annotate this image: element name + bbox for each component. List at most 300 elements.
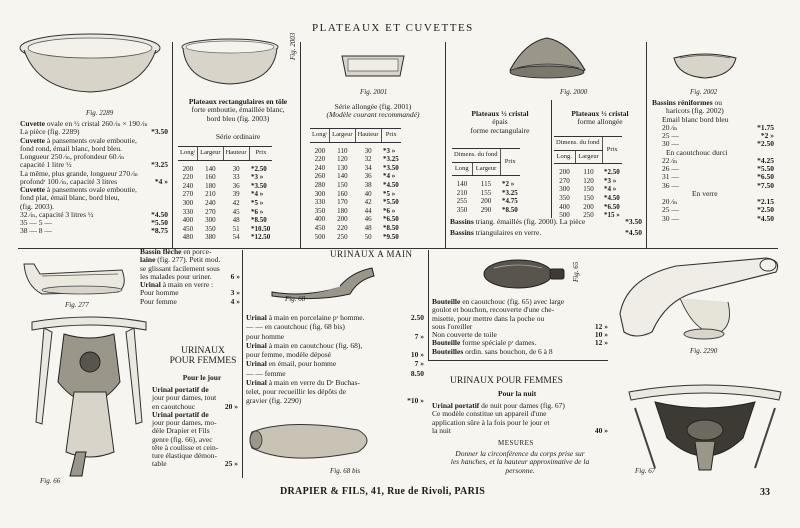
urinal-nuit-line (432, 427, 608, 435)
line-text: misette, pour mettre dans la poche ou (432, 313, 545, 323)
table-cell: 180 (337, 206, 348, 215)
bold-term: Cuvette (20, 185, 45, 194)
heading-line: Série allongée (fig. 2001) (334, 102, 412, 111)
table-cell: 220 (314, 155, 326, 164)
line-text: à main en verre du Dʳ Buchas- (266, 377, 360, 387)
table-row (178, 199, 272, 208)
table-header-cell: Hauteur (223, 147, 249, 161)
table-row (554, 185, 622, 194)
table-cell: 400 (559, 202, 570, 211)
table-row (178, 182, 272, 191)
bold-term: Urinal (246, 377, 267, 387)
urinal-main-line (246, 323, 424, 331)
table-cell: 160 (205, 173, 216, 182)
plateaux-rect-table (178, 146, 272, 242)
table-row (178, 173, 272, 182)
heading-line: forme allongée (577, 117, 623, 127)
table-cell: 220 (182, 173, 194, 182)
table-cell: 180 (205, 181, 216, 190)
table-row (310, 142, 401, 155)
table-cell: 120 (337, 155, 348, 164)
urinaux-jour-description (152, 386, 238, 469)
price-value: *3.25 (151, 160, 168, 170)
price-value: *1.75 (757, 122, 774, 132)
table-cell: *3.25 (502, 188, 518, 197)
heading-line: Plateaux ½ cristal (571, 109, 629, 118)
bassin-fleche-illustration (22, 256, 132, 300)
size-label: 36 — (662, 180, 679, 190)
table-cell: 450 (314, 223, 326, 232)
table-cell: *5 » (383, 189, 396, 198)
line-text: Longueur 250 ⁄ₘ, profondeur 60 ⁄ₘ (20, 152, 125, 161)
table-row (452, 197, 520, 206)
column-divider (646, 42, 647, 248)
urinal-jour-line (152, 460, 238, 468)
bouteille-caoutchouc-illustration (480, 256, 570, 292)
table-cell: *8.50 (383, 223, 399, 232)
line-text: La même, plus grande, longueur 270 ⁄ₘ (20, 168, 138, 178)
table-row (178, 233, 272, 242)
table-cell: 30 (364, 146, 372, 155)
line-text: — — en caoutchouc (fig. 68 bis) (246, 322, 345, 332)
table-row (178, 160, 272, 173)
price-value: *2.50 (757, 139, 774, 149)
urinal-main-line (246, 360, 424, 368)
line-text: 32 ⁄ₘ, capacité 3 litres ½ (20, 209, 94, 219)
table-cell: 240 (314, 163, 326, 172)
table-cell: 200 (337, 215, 348, 224)
mesures-line: Donner la circonférence du corps prise sur (455, 449, 585, 458)
line-text: la nuit (432, 425, 451, 435)
size-label: 31 — (662, 172, 679, 182)
allongee-table (310, 128, 401, 241)
line-text: — — femme (246, 368, 286, 378)
urinal-verre-row (140, 298, 240, 306)
pour-femmes-title-line: POUR FEMMES (169, 356, 237, 367)
price-value: *2.50 (757, 205, 774, 215)
price-value: *4.25 (757, 155, 774, 165)
table-cell: 350 (559, 193, 570, 202)
size-label: 20 ⁄ₘ (662, 197, 678, 206)
bassin-reniforme-illustration (670, 48, 740, 82)
table-cell: 140 (205, 164, 216, 173)
line-text: genre (fig. 66), avec (152, 434, 213, 444)
table-cell: 140 (337, 172, 348, 181)
mesures-line: les hanches, et la hauteur approximative de la (450, 457, 590, 467)
serie-ordinaire-label: Série ordinaire (215, 132, 261, 141)
mesures-line: personne. (505, 465, 535, 475)
table-header-cell: Largeur (575, 150, 602, 164)
table-cell: *9.50 (383, 232, 399, 241)
fig-2002-caption: Fig. 2002 (690, 88, 718, 96)
fig-2289-caption: Fig. 2289 (86, 109, 114, 117)
table-cell: 50 (364, 232, 372, 241)
price-value: 20 » (224, 401, 238, 411)
page-title: PLATEAUX ET CUVETTES (312, 22, 474, 34)
line-text: tête à coulisse et cein- (152, 442, 219, 452)
table-cell: 255 (456, 197, 468, 206)
size-label: 22 ⁄ₘ (662, 155, 678, 165)
table-cell: *3.50 (383, 163, 399, 172)
heading-line: forte emboutie, émaillée blanc, (191, 105, 285, 115)
heading-line: (Modèle courant recommandé) (326, 110, 420, 120)
table-cell: 155 (480, 188, 492, 197)
table-row (178, 216, 272, 225)
column-divider (172, 42, 173, 248)
pour-le-jour-label: Pour le jour (182, 373, 222, 382)
line-text: capacité 1 litre ½ (20, 160, 72, 170)
table-cell: *6.50 (604, 202, 620, 211)
price-value: 12 » (594, 338, 608, 348)
urinal-main-line (246, 314, 424, 322)
heading-line: forme rectangulaire (470, 125, 530, 135)
table-cell: 51 (232, 224, 240, 233)
bassins-reniformes-list (652, 99, 782, 223)
table-cell: 36 (364, 172, 372, 181)
table-cell: 42 (364, 198, 372, 207)
plateaux-rect-heading (178, 98, 298, 123)
urinal-main-line (246, 351, 424, 359)
fig-65-caption: Fig. 65 (572, 261, 580, 282)
table-cell: 38 (364, 180, 372, 189)
heading-line: haricots (fig. 2002) (666, 106, 724, 116)
line-text: fond plat, émail blanc, bord bleu, (20, 193, 120, 203)
fig-67-caption: Fig. 67 (635, 467, 656, 475)
line-text: ovale en ½ cristal 260 ⁄ₘ × 190 ⁄ₘ (45, 119, 148, 128)
table-cell: *4.50 (383, 180, 399, 189)
table-cell: 270 (182, 190, 194, 199)
price-value: *8.75 (151, 226, 168, 236)
line-text: application sûre à la fois pour le jour et (432, 417, 550, 427)
table-cell: 450 (182, 224, 194, 233)
table-cell: *4 » (383, 172, 396, 181)
bold-term: Urinal portatif (432, 401, 480, 410)
line-text: ordin. sans bouchon, de 6 à 8 (463, 346, 553, 356)
table-cell: *4 » (604, 185, 617, 194)
table-cell: 250 (583, 211, 594, 220)
subheading: En caoutchouc durci (666, 147, 728, 157)
page-number: 33 (760, 487, 770, 498)
price-value: 25 » (224, 459, 238, 469)
price-value: *5.50 (151, 218, 168, 227)
table-row (310, 155, 401, 164)
line-text: triangulaires en verre. (473, 228, 542, 238)
table-cell: 210 (205, 190, 216, 199)
table-cell: *10.50 (251, 224, 271, 233)
table-cell: *6 » (383, 206, 396, 215)
bold-term: Bassins réniformes (652, 98, 713, 107)
line-text: triang. émaillés (fig. 2000). La pièce (473, 217, 586, 226)
price-value: *3.50 (625, 217, 642, 226)
cristal-allonge-table (554, 136, 622, 220)
table-group-header: Dimens. du fond (452, 149, 500, 163)
bassin-line (450, 218, 642, 226)
table-row (310, 181, 401, 190)
table-cell: *4.50 (604, 193, 620, 202)
table-row (310, 233, 401, 242)
table-row (178, 225, 272, 234)
plateau-rectangulaire-illustration (180, 38, 290, 90)
line-text: ou (712, 98, 722, 107)
line-text: goulot et bouchon, recouverte d'une che- (432, 305, 555, 315)
bold-term: Bassins (450, 217, 474, 226)
table-header-cell: Prix (381, 129, 401, 143)
table-cell: 54 (232, 233, 240, 242)
table-cell: 45 (232, 207, 240, 216)
urinal-nuit-description (432, 402, 608, 435)
table-cell: *12.50 (251, 233, 271, 242)
table-cell: 300 (205, 216, 216, 225)
price-value: 2.50 (410, 313, 424, 322)
table-cell: 150 (583, 185, 594, 194)
serie-allongee-heading (306, 103, 440, 120)
section-divider (428, 360, 608, 361)
price-value: 4 » (230, 296, 240, 306)
price-value: *6.50 (757, 172, 774, 182)
size-label: 25 — (662, 131, 679, 140)
table-header-cell: Longʳ (310, 129, 330, 143)
table-header-cell: Long. (554, 150, 575, 164)
table-cell: 350 (314, 206, 326, 215)
fig-277-caption: Fig. 277 (65, 301, 89, 309)
table-header-cell: Long (452, 162, 472, 176)
table-row (310, 190, 401, 199)
table-cell: 330 (182, 207, 194, 216)
bold-term: Cuvette (20, 119, 45, 128)
bold-term: Urinal (246, 359, 267, 369)
heading-line: bord bleu (fig. 2003) (206, 113, 270, 123)
table-cell: 34 (364, 163, 372, 172)
table-cell: 130 (337, 163, 348, 172)
table-cell: 110 (337, 146, 348, 155)
line-text: Non couverte de toile (432, 330, 497, 339)
table-cell: *2.50 (251, 164, 267, 173)
fig-68bis-caption: Fig. 68 bis (330, 467, 361, 475)
bassin-line (450, 229, 642, 237)
line-text: Pour homme (140, 288, 179, 298)
price-value: 3 » (230, 288, 240, 298)
table-cell: 250 (337, 232, 348, 241)
table-cell: 32 (364, 155, 372, 164)
urinal-main-line (246, 388, 424, 396)
price-value: 12 » (594, 321, 608, 331)
table-cell: *8.50 (502, 205, 518, 214)
urinal-portatif-jour-illustration (30, 312, 148, 480)
urinal-main-line (246, 342, 424, 350)
column-divider (428, 250, 429, 360)
price-value: *10 » (407, 396, 424, 406)
line-text: se glissant facilement sous (140, 263, 220, 273)
urinal-main-line (246, 379, 424, 387)
line-text: table (152, 459, 167, 469)
price-value: *7.50 (757, 180, 774, 190)
table-cell: 140 (456, 180, 468, 189)
table-row (178, 208, 272, 217)
table-group-header: Dimens. du fond (554, 137, 602, 151)
line-text: (fig. 2003). (20, 201, 54, 211)
fig-66-caption: Fig. 66 (40, 477, 61, 485)
bouteille-description (432, 298, 608, 356)
table-cell: 110 (583, 168, 594, 177)
price-value: *4.50 (151, 209, 168, 219)
table-row (554, 203, 622, 212)
bassin-triangulaire-illustration (505, 32, 590, 87)
table-header-cell: Prix (602, 137, 622, 164)
heading-line: Plateaux rectangulaires en tôle (188, 97, 288, 106)
line-text: à pansements ovale emboutie, (45, 185, 137, 194)
fig-2290-caption: Fig. 2290 (690, 347, 718, 355)
table-cell: 150 (337, 180, 348, 189)
mesures-title: MESURES (498, 439, 534, 447)
line-text: La pièce (fig. 2289) (20, 127, 80, 137)
table-row (310, 198, 401, 207)
urinal-caoutchouc-homme-illustration (248, 418, 378, 468)
bold-term: Bassin flèche (140, 247, 182, 256)
column-divider (242, 250, 243, 478)
price-value: 8.50 (410, 368, 424, 378)
urinal-portatif-nuit-illustration (625, 378, 785, 476)
table-row (310, 215, 401, 224)
table-header-cell: Hauteur (355, 129, 381, 143)
size-label: 26 — (662, 164, 679, 173)
bassins-triangulaires-list (450, 218, 642, 241)
size-label: 30 — (662, 139, 679, 149)
table-cell: *2 » (502, 180, 515, 189)
line-text: pour homme (246, 331, 285, 341)
subheading: En verre (692, 188, 718, 198)
fig-68-caption: Fig. 68 (285, 295, 306, 303)
table-row (554, 177, 622, 186)
line-text: dèle Drapier et Fils (152, 426, 210, 436)
price-value: 40 » (594, 425, 608, 435)
price-value: *4.50 (625, 228, 642, 238)
size-label: 20 ⁄ₘ (662, 122, 678, 132)
price-value: 7 » (414, 359, 424, 369)
urinal-main-line (246, 397, 424, 405)
table-cell: *3 » (604, 176, 617, 185)
fig-2001-caption: Fig. 2001 (360, 88, 388, 96)
line-text: pour femme, modèle déposé (246, 350, 331, 359)
bold-term: Urinal (246, 313, 267, 322)
table-header-cell: Largeur (472, 162, 500, 176)
plateaux-cristal-rect-table (452, 148, 520, 215)
line-text: (fig. 277). Petit mod. (155, 255, 221, 265)
table-cell: 200 (559, 168, 570, 177)
plateau-allonge-illustration (338, 48, 410, 88)
plateaux-cristal-allonge-table (554, 136, 622, 220)
table-cell: 115 (480, 180, 492, 189)
line-text: 38 — 8 — (20, 226, 52, 236)
bold-term: Bouteille (432, 297, 461, 306)
table-cell: *3.50 (251, 181, 267, 190)
table-cell: 270 (559, 176, 570, 185)
price-value: 6 » (230, 271, 240, 281)
table-cell: 210 (456, 188, 468, 197)
table-cell: 48 (364, 223, 372, 232)
table-cell: 400 (182, 216, 194, 225)
table-cell: 30 (232, 164, 240, 173)
bold-term: Cuvette (20, 135, 45, 145)
table-cell: 200 (583, 202, 594, 211)
table-cell: 200 (480, 197, 492, 206)
table-cell: 220 (337, 223, 348, 232)
fleche-line (140, 273, 240, 281)
table-cell: 400 (314, 215, 326, 224)
bold-term: Urinal (246, 340, 267, 350)
table-cell: 350 (205, 224, 216, 233)
table-cell: 36 (232, 181, 240, 190)
urinal-nuit-line (432, 419, 608, 427)
urinal-verre-illustration (616, 254, 786, 346)
price-value: *2 » (760, 131, 774, 140)
plateaux-table (178, 146, 272, 242)
cuvette-line (20, 227, 168, 235)
urinaux-title-line: URINAUX (181, 346, 225, 356)
line-text: en caoutchouc (152, 401, 196, 411)
table-cell: 200 (314, 146, 326, 155)
table-cell: 39 (232, 190, 240, 199)
table-cell: 380 (205, 233, 216, 242)
price-value: *5.50 (757, 164, 774, 173)
bold-term: Bouteille (432, 338, 461, 348)
line-text: les malades pour uriner. (140, 271, 212, 281)
table-cell: 48 (232, 216, 240, 225)
table-cell: *6 » (251, 207, 264, 216)
pour-la-nuit-label: Pour la nuit (498, 389, 537, 398)
line-text: en caoutchouc (fig. 65) avec large (460, 297, 565, 306)
line-text: Ce modèle constitue un appareil d'une (432, 409, 547, 419)
table-cell: 150 (583, 193, 594, 202)
price-value: *2.15 (757, 197, 774, 206)
urinaux-femmes-title (168, 346, 238, 367)
table-cell: 300 (559, 185, 570, 194)
urinal-main-line (246, 333, 424, 341)
bouteille-line (432, 348, 608, 356)
line-text: forme spéciale pʳ dames. (460, 338, 537, 348)
table-cell: 480 (182, 233, 194, 242)
line-text: en émail, pour homme (266, 359, 337, 369)
line-text: de nuit pour dames (fig. 67) (479, 401, 565, 410)
table-cell: 350 (456, 205, 468, 214)
table-row (452, 176, 520, 189)
bold-term: Urinal portatif de (152, 385, 209, 394)
cuvette-oval-illustration (18, 30, 168, 100)
line-text: à main en porcelaine pʳ homme. (266, 313, 365, 322)
urinaux-nuit-title: URINAUX POUR FEMMES (450, 376, 563, 386)
table-cell: 240 (182, 181, 194, 190)
column-divider (300, 42, 301, 248)
urinaux-a-main-title: URINAUX A MAIN (330, 249, 413, 259)
price-value: *3.50 (151, 127, 168, 137)
line-text: ture élastique démon- (152, 451, 217, 460)
table-cell: *8.50 (251, 216, 267, 225)
table-cell: 330 (314, 198, 326, 207)
table-row (554, 164, 622, 177)
heading-line: Email blanc bord bleu (662, 114, 729, 124)
footer-address: DRAPIER & FILS, 41, Rue de Rivoli, PARIS (280, 486, 486, 497)
size-label: 25 — (662, 205, 679, 215)
table-row (452, 189, 520, 198)
table-row (554, 194, 622, 203)
bassin-fleche-description (140, 248, 240, 306)
line-text: jour pour dames, tout (152, 393, 217, 403)
line-text: 35 — 5 — (20, 218, 52, 227)
table-cell: *15 » (604, 211, 620, 220)
size-label: 30 — (662, 213, 679, 223)
table-cell: 500 (559, 211, 570, 220)
table-cell: *3.25 (383, 155, 399, 164)
line-text: sous l'oreiller (432, 321, 473, 331)
